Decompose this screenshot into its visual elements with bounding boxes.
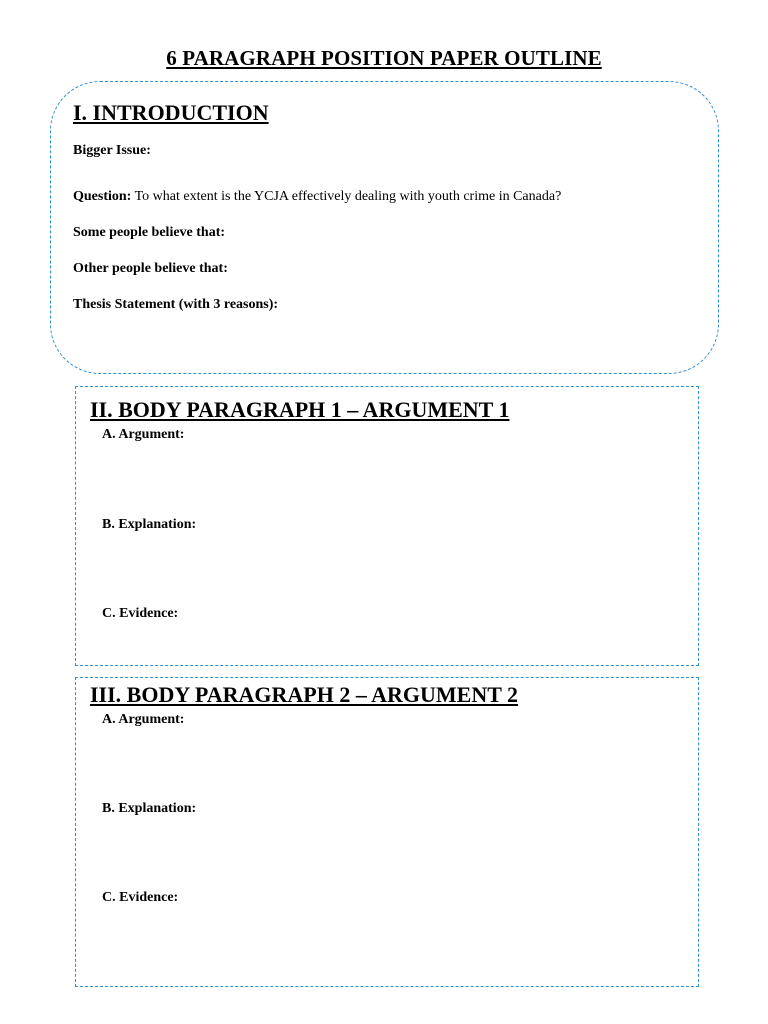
other-people-field [73,261,228,277]
bp1-evidence-label: C. Evidence: [102,606,179,621]
bp2-explanation-field [102,801,196,817]
some-people-label: Some people believe that: [73,225,226,240]
some-people-field [73,225,225,241]
bp2-argument-field [102,712,184,728]
bp1-explanation-field [102,517,196,533]
bp2-evidence-field [102,890,178,906]
bp1-argument-field [102,427,184,443]
bp2-explanation-label: B. Explanation: [102,801,197,816]
page-title: 6 PARAGRAPH POSITION PAPER OUTLINE [166,46,602,70]
bp2-argument-label: A. Argument: [102,712,185,727]
question-text: To what extent is the YCJA effectively dealing with youth crime in Canada? [131,189,562,204]
bp1-evidence-field [102,606,178,622]
bp2-evidence-label: C. Evidence: [102,890,179,905]
question-field [73,189,561,205]
other-people-label: Other people believe that: [73,261,228,276]
bp1-explanation-label: B. Explanation: [102,517,197,532]
thesis-field [73,297,278,313]
body-paragraph-1-heading: II. BODY PARAGRAPH 1 – ARGUMENT 1 [90,397,510,422]
bp1-argument-label: A. Argument: [102,427,185,442]
bigger-issue-label: Bigger Issue: [73,143,151,158]
question-label: Question: [73,189,132,204]
bigger-issue-field [73,143,151,159]
thesis-label: Thesis Statement (with 3 reasons): [73,297,279,312]
introduction-heading: I. INTRODUCTION [73,100,269,125]
body-paragraph-2-heading: III. BODY PARAGRAPH 2 – ARGUMENT 2 [90,682,519,707]
